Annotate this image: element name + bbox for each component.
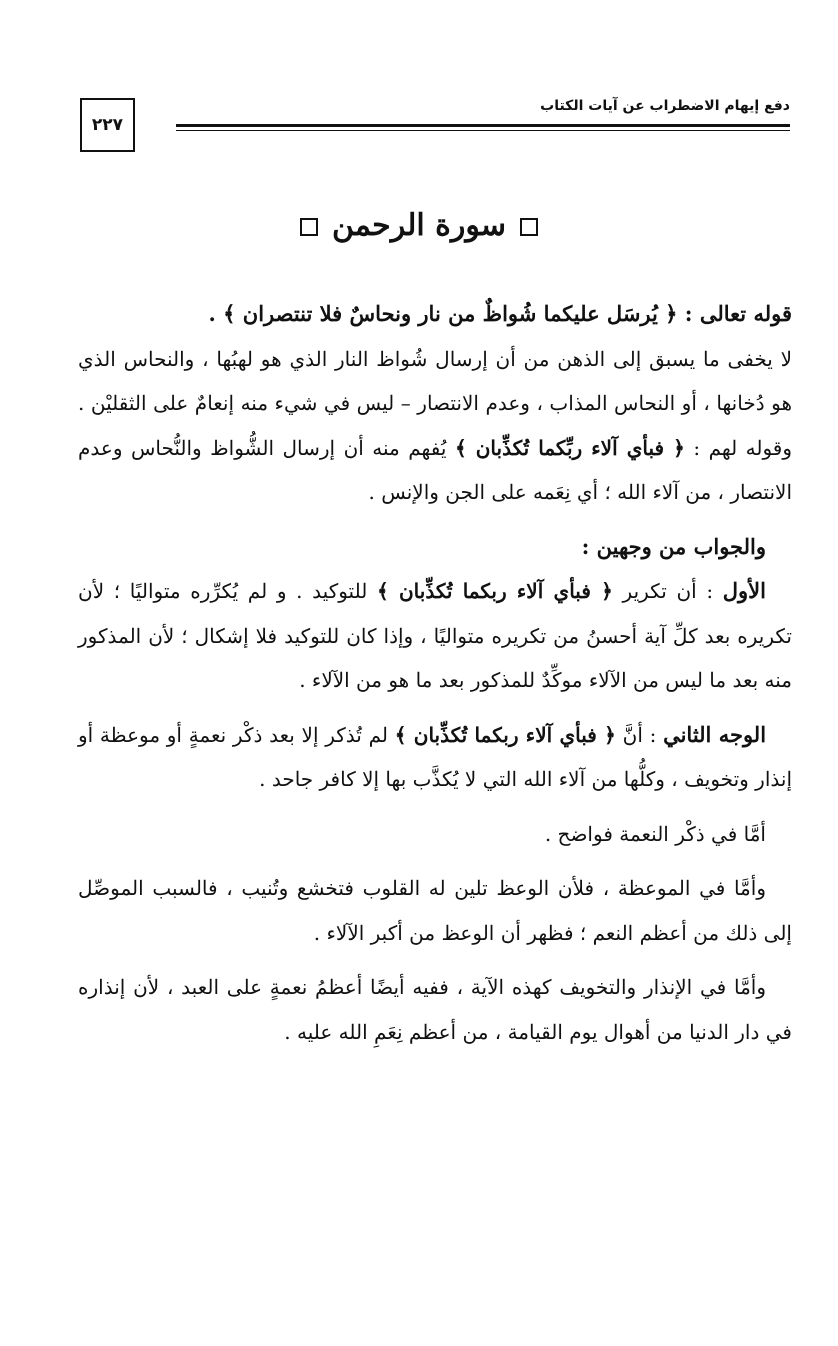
surah-title-text: سورة الرحمن <box>331 208 507 243</box>
second-label: الوجه الثاني <box>663 721 767 747</box>
paragraph-intro-b: يُفهم منه أن إرسال الشُّواظ والنُّحاس وعدم الانتصار ، من آلاء الله ؛ أي نِعَمه على الجن والإنس . <box>78 435 792 504</box>
header-rule-thin <box>176 130 790 131</box>
paragraph-first <box>78 569 792 703</box>
verse-label: قوله تعالى : <box>684 301 792 326</box>
page-number: ٢٢٧ <box>91 115 124 135</box>
verse-text: ﴿ يُرسَل عليكما شُواظٌ من نار ونحاسٌ فلا تنتصران ﴾ . <box>208 301 678 326</box>
page-number-box <box>80 98 135 152</box>
verse-line <box>78 292 792 337</box>
paragraph-maw3iza: وأمَّا في الموعظة ، فلأن الوعظ تلين له القلوب فتخشع وتُنيب ، فالسبب الموصِّل إلى ذلك من أعظم النعم ؛ فظهر أن الوعظ من أكبر الآلاء . <box>78 876 792 945</box>
square-ornament-icon <box>520 218 538 236</box>
paragraph-indhar: وأمَّا في الإنذار والتخويف كهذه الآية ، ففيه أيضًا أعظمُ نعمةٍ على العبد ، لأن إنذاره في دار الدنيا من أهوال يوم القيامة ، من أعظم نِعَمِ الله عليه . <box>78 975 792 1044</box>
first-text-a: : أن تكرير <box>622 579 714 603</box>
second-verse: ﴿ فبأي آلاء ربكما تُكذِّبان ﴾ <box>394 722 616 747</box>
paragraph-intro-a: لا يخفى ما يسبق إلى الذهن من أن إرسال شُواظ النار الذي هو لهبُها ، والنحاس الذي هو دُخانها ، أو النحاس المذاب ، وعدم الانتصار – ليس في شيء منه إنعامٌ على الثقليْن . وقوله لهم : <box>78 346 793 460</box>
surah-heading <box>0 208 838 243</box>
first-text-b: للتوكيد . و لم يُكرِّره متواليًا ؛ لأن تكريره بعد كلِّ آية أحسنُ من تكريره متواليًا ، وإذا كان للتوكيد فلا إشكال ؛ لأن المذكور منه بعد ما ليس من الآلاء موكِّدٌ للمذكور بعد ما هو من الآلاء . <box>78 579 792 692</box>
first-label: الأول <box>722 578 766 603</box>
header-rule-thick <box>176 124 790 127</box>
paragraph-second <box>78 713 792 802</box>
second-text-a: : أنَّ <box>622 722 657 747</box>
paragraph-intro <box>78 337 792 515</box>
page-body <box>78 292 792 1054</box>
running-title: دفع إيهام الاضطراب عن آيات الكتاب <box>540 98 790 114</box>
answer-heading: والجواب من وجهين : <box>581 533 766 559</box>
paragraph-intro-verse: ﴿ فبأي آلاء ربِّكما تُكذِّبان ﴾ <box>454 435 685 460</box>
paragraph-ni3ma: أمَّا في ذكْر النعمة فواضح . <box>544 821 766 846</box>
second-text-b: لم تُذكر إلا بعد ذكْر نعمةٍ أو موعظة أو إنذار وتخويف ، وكلُّها من آلاء الله التي لا يُكذَّب بها إلا كافر جاحد . <box>78 722 792 791</box>
first-verse: ﴿ فبأي آلاء ربكما تُكذِّبان ﴾ <box>376 579 613 603</box>
square-ornament-icon <box>300 218 318 236</box>
